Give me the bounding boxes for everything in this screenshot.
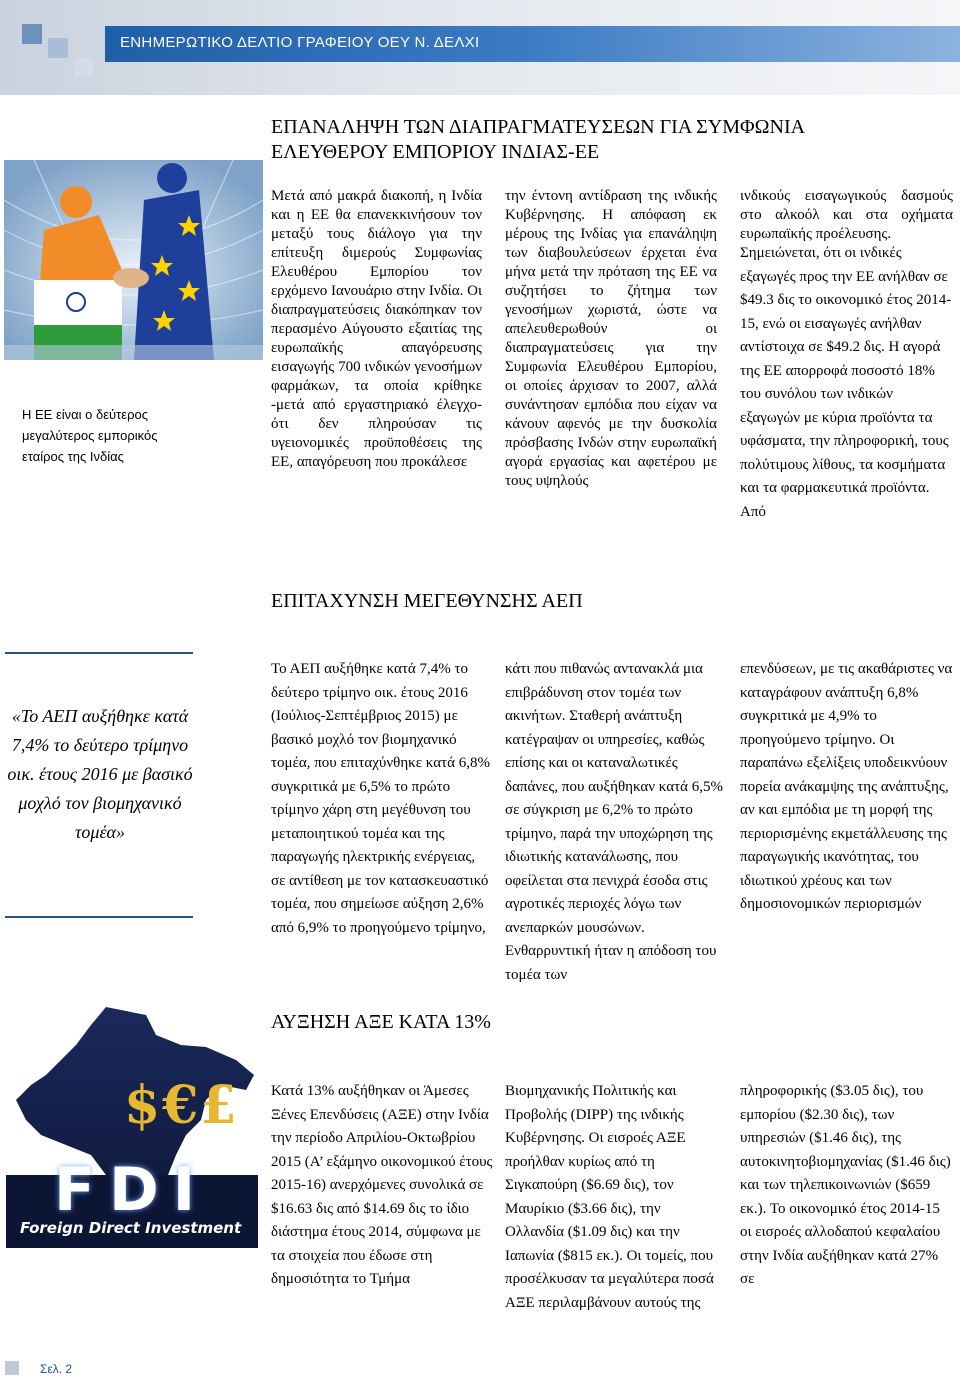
page-number: Σελ. 2 <box>40 1362 73 1376</box>
section2-column-1: Το ΑΕΠ αυξήθηκε κατά 7,4% το δεύτερο τρίμηνο οικ. έτους 2016 (Ιούλιος-Σεπτέμβριος 2015) με βασικό μοχλό τον βιομηχανικό τομέα, που επιταχύνθηκε κατά 6,8% συγκριτικά με 6,5% το πρώτο τρίμηνο χάρη στη μεγέθυνση του μεταποιητικού τομέα και της παραγωγής ηλεκτρικής ενέργειας, σε αντίθεση με τον κατασκευαστικό τομέα, που σημείωσε αύξηση 2,6% από 6,9% το προηγούμενο τρίμηνο, <box>271 661 490 936</box>
section1-column-2: την έντονη αντίδραση της ινδικής Κυβέρνησης. Η απόφαση εκ μέρους της Ινδίας για επανάληψη των διαβουλεύσεων έρχεται ένα μήνα μετά την πρόταση της ΕΕ να συζητήσει το ζήτημα των γενοσήμων χωριστά, ώστε να απελευθερωθούν οι διαπραγματεύσεις για την Συμφωνία Ελευθέρου Εμπορίου, οι οποίες άρχισαν το 2007, αλλά συνάντησαν εμπόδια που είχαν να κάνουν αφενός με την δυσκολία πρόσβασης Ινδών στην ευρωπαϊκή αγορά εργασίας και αφετέρου με τους υψηλούς <box>505 188 717 489</box>
header-decor-square <box>48 38 68 58</box>
section3-title: ΑΥΞΗΣΗ ΑΞΕ ΚΑΤΑ 13% <box>271 1011 491 1033</box>
quote-bottom-rule <box>5 916 193 918</box>
section2-column-3: επενδύσεων, με τις ακαθάριστες να καταγράφουν ανάπτυξη 6,8% συγκριτικά με 4,9% το προηγούμενο τρίμηνο. Οι παραπάνω εξελίξεις υποδεικνύουν πορεία ανάκαμψης της ανάπτυξης, αν και εμπόδια με τη μορφή της περιορισμένης εκμετάλλευσης της παραγωγικής ικανότητας, του ιδιωτικού χρέους και των δημοσιονομικών περιορισμών <box>740 661 953 912</box>
section1-column-1: Μετά από μακρά διακοπή, η Ινδία και η ΕΕ θα επανεκκινήσουν τον μεταξύ τους διάλογο για την επίτευξη διμερούς Συμφωνίας Ελευθέρου Εμπορίου τον ερχόμενο Ιανουάριο στην Ινδία. Οι διαπραγματεύσεις διακόπηκαν τον περασμένο Αύγουστο εξαιτίας της ευρωπαϊκής απαγόρευσης εισαγωγής 700 ινδικών γενοσήμων φαρμάκων, τα οποία κρίθηκε -μετά από εργαστηριακό έλεγχο- ότι δεν πληρούσαν τις υγειονομικές προϋποθέσεις της ΕΕ, απαγόρευση που προκάλεσε <box>271 188 482 470</box>
section1-title-line2: ΕΛΕΥΘΕΡΟΥ ΕΜΠΟΡΙΟΥ ΙΝΔΙΑΣ-ΕΕ <box>271 141 600 163</box>
footer-decor-square <box>5 1361 19 1375</box>
section1-column-3b: Σημειώνεται, ότι οι ινδικές εξαγωγές προς την ΕΕ ανήλθαν σε $49.3 δις το οικονομικό έτος 2014-15, ενώ οι εισαγωγές ανήλθαν αντίστοιχα σε $49.2 δις. Η αγορά της ΕΕ απορροφά ποσοστό 18% του συνόλου των ινδικών εξαγωγών με κύρια προϊόντα τα υφάσματα, την πληροφορική, τους πολύτιμους λίθους, τα κοσμήματα και τα φαρμακευτικά προϊόντα. Από <box>740 245 952 520</box>
currency-symbols: $€£ <box>124 1075 239 1136</box>
header-decor-square <box>75 58 93 76</box>
header-decor-square <box>22 24 42 44</box>
pull-quote <box>5 652 195 918</box>
section3-column-3: πληροφορικής ($3.05 δις), του εμπορίου ($2.30 δις), των υπηρεσιών ($1.46 δις), της αυτοκινητοβιομηχανίας ($1.46 δις) και των τηλεπικοινωνιών ($659 εκ.). Το οικονομικό έτος 2014-15 οι εισροές αλλοδαπού κεφαλαίου στην Ινδία αυξήθηκαν κατά 27% σε <box>740 1083 951 1287</box>
section1-title-line1: ΕΠΑΝΑΛΗΨΗ ΤΩΝ ΔΙΑΠΡΑΓΜΑΤΕΥΣΕΩΝ ΓΙΑ ΣΥΜΦΩΝΙΑ <box>271 116 806 138</box>
india-map-fdi-illustration <box>6 1005 258 1248</box>
handshake-illustration <box>4 160 263 360</box>
section1-column-3a: ινδικούς εισαγωγικούς δασμούς στο αλκοόλ και στα οχήματα ευρωπαϊκής προέλευσης. <box>740 188 953 242</box>
fdi-big-text: FDI <box>54 1155 210 1225</box>
section2-column-2: κάτι που πιθανώς αντανακλά μια επιβράδυνση στον τομέα των ακινήτων. Σταθερή ανάπτυξη κατέγραψαν οι υπηρεσίες, καθώς επίσης και οι καταναλωτικές δαπάνες, που αυξήθηκαν κατά 6,5% σε σύγκριση με 6,2% το πρώτο τρίμηνο, παρά την υποχώρηση της ιδιωτικής κατανάλωσης, που οφείλεται στα πενιχρά έσοδα στις αγροτικές περιοχές λόγω των ανεπαρκών μουσώνων. Ενθαρρυντική ήταν η απόδοση του τομέα των <box>505 661 723 983</box>
header-title: ΕΝΗΜΕΡΩΤΙΚΟ ΔΕΛΤΙΟ ΓΡΑΦΕΙΟΥ ΟΕΥ Ν. ΔΕΛΧΙ <box>120 34 480 51</box>
quote-top-rule <box>5 652 193 654</box>
section2-title: ΕΠΙΤΑΧΥΝΣΗ ΜΕΓΕΘΥΝΣΗΣ ΑΕΠ <box>271 590 583 612</box>
sidebar-caption: Η ΕΕ είναι ο δεύτερος μεγαλύτερος εμπορικός εταίρος της Ινδίας <box>22 407 158 464</box>
section3-column-1: Κατά 13% αυξήθηκαν οι Άμεσες Ξένες Επενδύσεις (ΑΞΕ) στην Ινδία την περίοδο Απριλίου-Οκτωβρίου 2015 (Α’ εξάμηνο οικονομικού έτους 2015-16) ανερχόμενες συνολικά σε $16.63 δις από $14.69 δις το ίδιο διάστημα έτους 2014, σύμφωνα με τα στοιχεία που έδωσε στη δημοσιότητα το Τμήμα <box>271 1083 493 1287</box>
fdi-sub-text: Foreign Direct Investment <box>20 1219 242 1237</box>
section3-column-2: Βιομηχανικής Πολιτικής και Προβολής (DIPP) της ινδικής Κυβέρνησης. Οι εισροές ΑΞΕ προήλθαν κυρίως από τη Σιγκαπούρη ($6.69 δις), τον Μαυρίκιο ($3.66 δις), την Ολλανδία ($1.09 δις) και την Ιαπωνία ($815 εκ.). Οι τομείς, που προσέλκυσαν τα μεγαλύτερα ποσά ΑΞΕ περιλαμβάνουν αυτούς της <box>505 1083 714 1311</box>
quote-text: «Το ΑΕΠ αυξήθηκε κατά 7,4% το δεύτερο τρίμηνο οικ. έτους 2016 με βασικό μοχλό τον βιομηχανικό τομέα» <box>7 706 193 842</box>
